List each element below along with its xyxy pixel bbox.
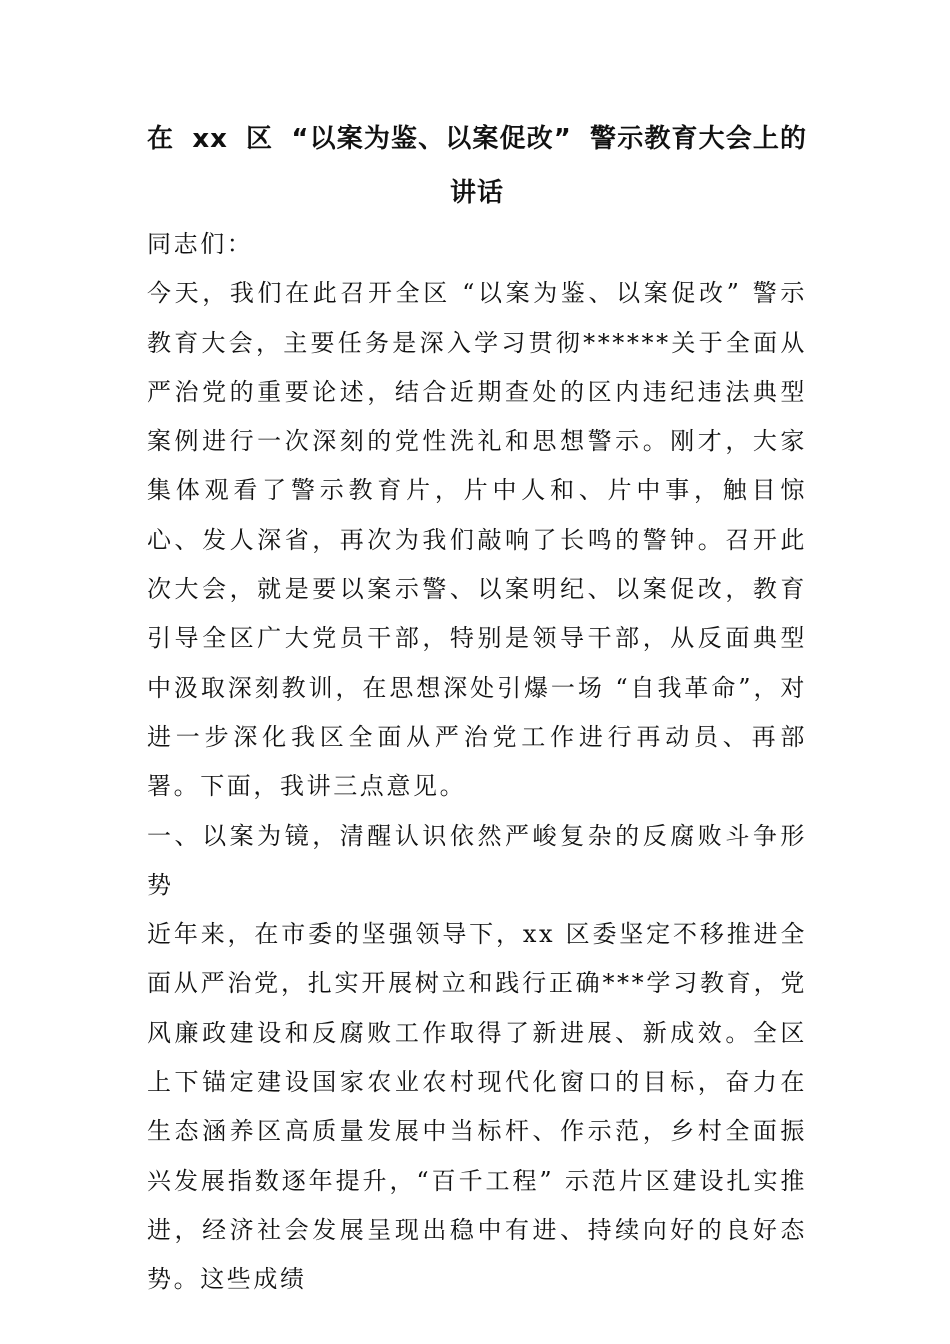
paragraph-opening: 今天，我们在此召开全区 “以案为鉴、以案促改” 警示教育大会，主要任务是深入学习贯彻******关于全面从严治党的重要论述，结合近期查处的区内违纪违法典型案例进行一次深刻的党性洗礼和思想警示。刚才，大家集体观看了警示教育片，片中人和、片中事，触目惊心、发人深省，再次为我们敲响了长鸣的警钟。召开此次大会，就是要以案示警、以案明纪、以案促改，教育引导全区广大党员干部，特别是领导干部，从反面典型中汲取深刻教训，在思想深处引爆一场 “自我革命”，对进一步深化我区全面从严治党工作进行再动员、再部署。下面，我讲三点意见。: [147, 279, 807, 801]
salutation: 同志们：: [147, 230, 254, 258]
document-body: [147, 112, 807, 1305]
document-title: 在 xx 区 “以案为鉴、以案促改” 警示教育大会上的讲话: [147, 124, 807, 208]
paragraph-section-1: 近年来，在市委的坚强领导下，xx 区委坚定不移推进全面从严治党，扎实开展树立和践行正确***学习教育，党风廉政建设和反腐败工作取得了新进展、新成效。全区上下锚定建设国家农业农村现代化窗口的目标，奋力在生态涵养区高质量发展中当标杆、作示范，乡村全面振兴发展指数逐年提升，“百千工程” 示范片区建设扎实推进，经济社会发展呈现出稳中有进、持续向好的良好态势。这些成绩: [147, 920, 807, 1294]
section-heading-1: 一、以案为镜，清醒认识依然严峻复杂的反腐败斗争形势: [147, 821, 807, 899]
